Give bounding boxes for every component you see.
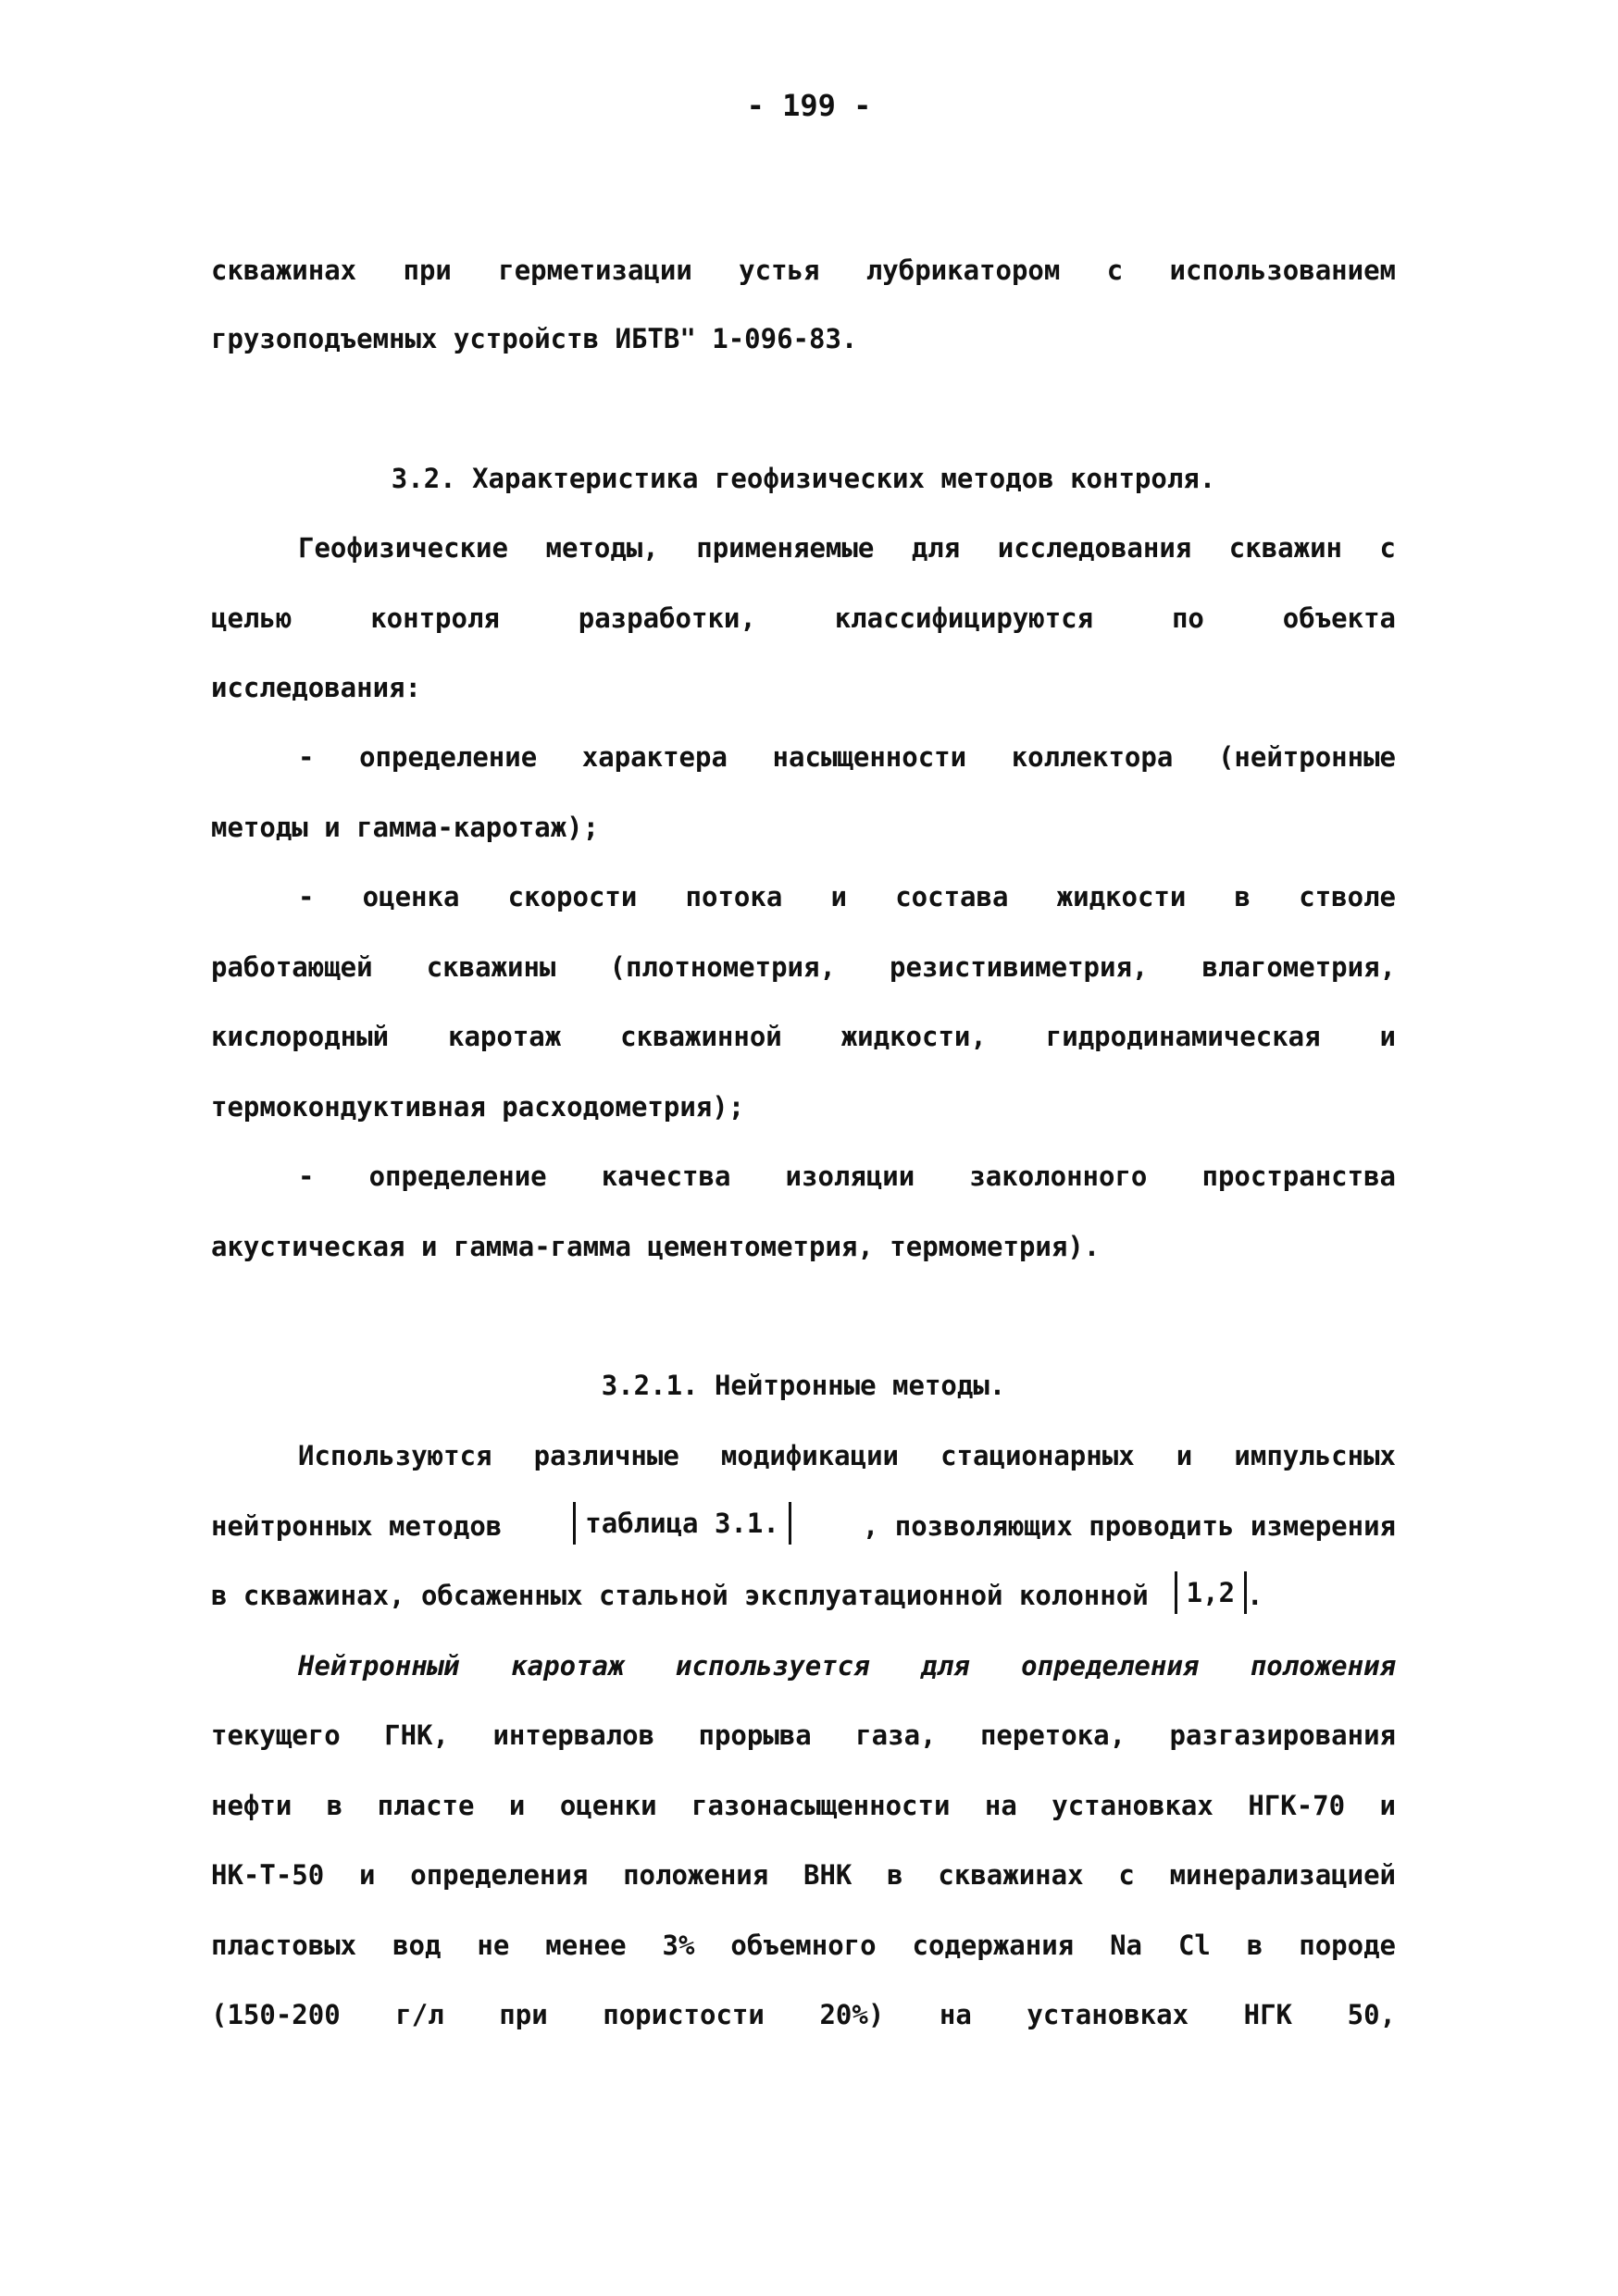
page-number: - 199 -: [746, 88, 872, 123]
paragraph-line: [211, 1577, 1396, 1614]
paragraph-line: нефти в пласте и оценки газонасыщенности на установках НГК-70 и: [211, 1790, 1396, 1821]
subsection-heading: 3.2.1. Нейтронные методы.: [601, 1370, 1006, 1401]
list-item-line: кислородный каротаж скважинной жидкости, гидродинамическая и: [211, 1021, 1396, 1052]
paragraph-line: исследования:: [211, 672, 421, 703]
paragraph-line: целью контроля разработки, классифицируются по объекта: [211, 602, 1396, 634]
list-item-line: акустическая и гамма-гамма цементометрия, термометрия).: [211, 1231, 1101, 1262]
paragraph-line: грузоподъемных устройств ИБТВ" 1-096-83.: [211, 323, 858, 354]
list-item-line: работающей скважины (плотнометрия, резистивиметрия, влагометрия,: [211, 951, 1396, 983]
list-item-line: - определение качества изоляции заколонного пространства: [298, 1160, 1396, 1192]
list-item-line: методы и гамма-каротаж);: [211, 812, 600, 843]
paragraph-line: текущего ГНК, интервалов прорыва газа, перетока, разгазирования: [211, 1719, 1396, 1751]
text-fragment: нейтронных методов: [211, 1510, 503, 1542]
reference-bracket: 1,2: [1175, 1571, 1247, 1614]
paragraph-line: пластовых вод не менее 3% объемного содержания Na Cl в породе: [211, 1930, 1396, 1961]
paragraph-line: [211, 1508, 1396, 1545]
paragraph-line: (150-200 г/л при пористости 20%) на установках НГК 50,: [211, 1999, 1396, 2030]
paragraph-line: скважинах при герметизации устья лубрикатором с использованием: [211, 254, 1396, 286]
text-fragment: в скважинах, обсаженных стальной эксплуатационной колонной: [211, 1580, 1149, 1611]
list-item-line: - оценка скорости потока и состава жидкости в стволе: [298, 881, 1396, 912]
paragraph-line: НК-Т-50 и определения положения ВНК в скважинах с минерализацией: [211, 1859, 1396, 1891]
paragraph-line: Используются различные модификации стационарных и импульсных: [298, 1440, 1396, 1471]
list-item-line: - определение характера насыщенности коллектора (нейтронные: [298, 741, 1396, 773]
list-item-line: термокондуктивная расходометрия);: [211, 1091, 745, 1123]
text-fragment: , позволяющих проводить измерения: [862, 1510, 1396, 1542]
reference-bracket: таблица 3.1.: [573, 1502, 791, 1545]
paragraph-line: Нейтронный каротаж используется для определения положения: [298, 1650, 1396, 1682]
text-fragment: .: [1247, 1580, 1263, 1611]
paragraph-line: Геофизические методы, применяемые для исследования скважин с: [298, 532, 1396, 564]
section-heading: 3.2. Характеристика геофизических методов контроля.: [391, 463, 1216, 494]
